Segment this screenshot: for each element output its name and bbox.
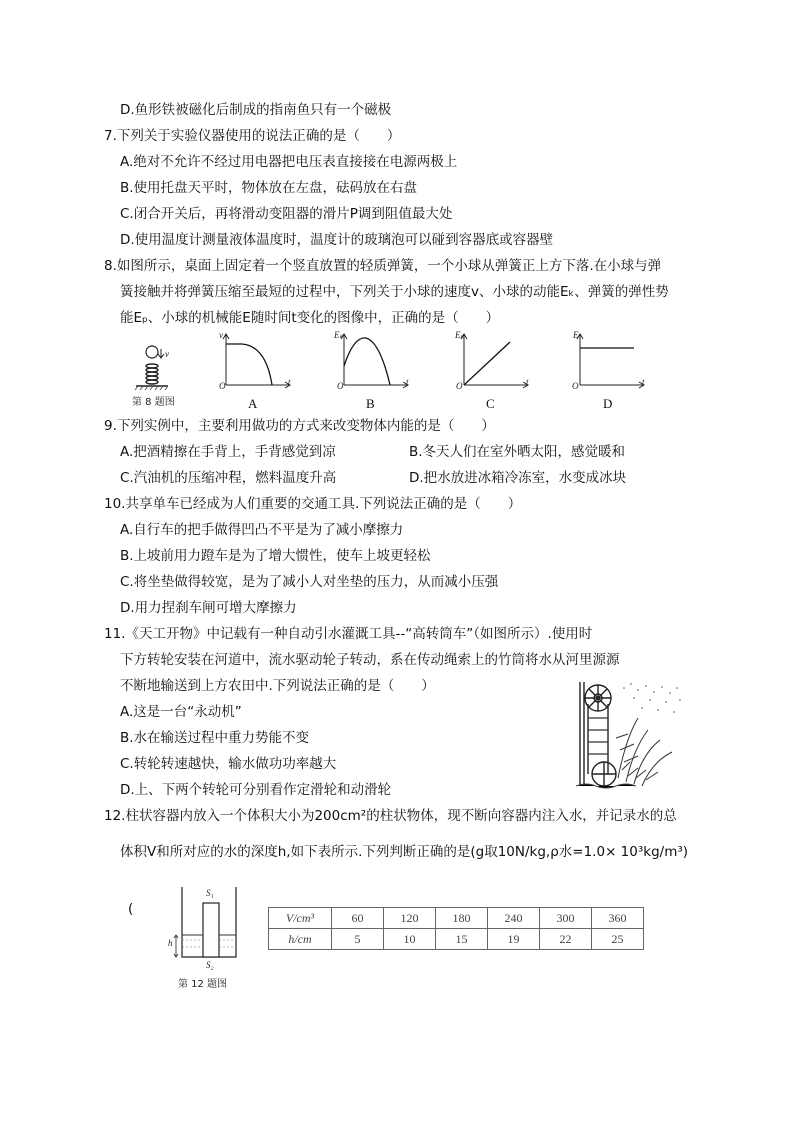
- q11-stem-line3: 不断地输送到上方农田中.下列说法正确的是（ ）: [120, 678, 435, 694]
- h-header: h/cm: [269, 929, 332, 950]
- graph-c-label: C: [486, 396, 495, 411]
- graph-d-x-axis-label: t: [642, 377, 645, 387]
- s1-label: S₁: [206, 888, 214, 898]
- graph-a-x-axis-label: t: [288, 377, 291, 387]
- graph-d-origin-label: O: [572, 381, 579, 391]
- v-cell: 240: [488, 908, 540, 929]
- q7-option-c: C.闭合开关后，再将滑动变阻器的滑片P调到阻值最大处: [120, 206, 453, 222]
- water-wheel-illustration: [576, 678, 686, 790]
- q6-option-d: D.鱼形铁被磁化后制成的指南鱼只有一个磁极: [120, 102, 392, 118]
- q11-option-a: A.这是一台“永动机”: [120, 704, 242, 720]
- h-cell: 10: [384, 929, 436, 950]
- h-cell: 5: [332, 929, 384, 950]
- q12-stem-line2: 体积V和所对应的水的深度h,如下表所示.下列判断正确的是(g取10N/kg,ρ水=1.0× 10³kg/m³): [120, 844, 689, 860]
- q10-option-b: B.上坡前用力蹬车是为了增大惯性，使车上坡更轻松: [120, 548, 431, 564]
- q12-stem-line1: 12.柱状容器内放入一个体积大小为200cm²的柱状物体，现不断向容器内注入水，并记录水的总: [104, 808, 677, 824]
- graph-d-label: D: [603, 396, 613, 411]
- q9-option-b: B.冬天人们在室外晒太阳，感觉暖和: [409, 444, 626, 460]
- h-cell: 15: [436, 929, 488, 950]
- table-row-depth: [269, 929, 644, 950]
- graph-a-origin-label: O: [219, 381, 226, 391]
- q9-option-d: D.把水放进冰箱冷冻室，水变成冰块: [409, 470, 627, 486]
- graph-c-y-axis-label: Eₚ: [455, 330, 465, 340]
- q8-stem-line2: 簧接触并将弹簧压缩至最短的过程中，下列关于小球的速度v、小球的动能Eₖ、弹簧的弹性势: [120, 284, 669, 300]
- q10-stem: 10.共享单车已经成为人们重要的交通工具.下列说法正确的是（ ）: [104, 496, 522, 512]
- h-cell: 19: [488, 929, 540, 950]
- q10-option-d: D.用力捏刹车闸可增大摩擦力: [120, 600, 297, 616]
- q10-option-c: C.将坐垫做得较宽，是为了减小人对坐垫的压力，从而减小压强: [120, 574, 499, 590]
- graph-a-label: A: [248, 396, 258, 411]
- v-cell: 300: [540, 908, 592, 929]
- v-cell: 120: [384, 908, 436, 929]
- volume-depth-table: [268, 907, 644, 950]
- v-cell: 360: [592, 908, 644, 929]
- q9-stem: 9.下列实例中，主要利用做功的方式来改变物体内能的是（ ）: [104, 418, 495, 434]
- q7-stem: 7.下列关于实验仪器使用的说法正确的是（ ）: [104, 128, 401, 144]
- q8-figure-caption: 第 8 题图: [132, 397, 175, 408]
- graph-b-y-axis-label: Eₖ: [334, 330, 344, 340]
- h-cell: 25: [592, 929, 644, 950]
- graph-b-label: B: [366, 396, 375, 411]
- v-cell: 180: [436, 908, 488, 929]
- q7-option-d: D.使用温度计测量液体温度时，温度计的玻璃泡可以碰到容器底或容器壁: [120, 232, 554, 248]
- graph-c-origin-label: O: [456, 381, 463, 391]
- v-cell: 60: [332, 908, 384, 929]
- h-cell: 22: [540, 929, 592, 950]
- q9-option-a: A.把酒精擦在手背上，手背感觉到凉: [120, 444, 336, 460]
- graph-b-x-axis-label: t: [406, 377, 409, 387]
- ball-velocity-label: v: [165, 349, 169, 359]
- q8-stem-line1: 8.如图所示，桌面上固定着一个竖直放置的轻质弹簧，一个小球从弹簧正上方下落.在小球与弹: [104, 258, 662, 274]
- graph-a-velocity: [214, 330, 294, 390]
- q12-figure-caption: 第 12 题图: [178, 979, 228, 990]
- container-diagram: [170, 885, 240, 965]
- h-depth-label: h: [168, 938, 173, 948]
- graph-d-y-axis-label: E: [573, 330, 579, 340]
- q11-option-b: B.水在输送过程中重力势能不变: [120, 730, 310, 746]
- q7-option-a: A.绝对不允许不经过用电器把电压表直接接在电源两极上: [120, 154, 458, 170]
- v-header: V/cm³: [269, 908, 332, 929]
- q7-option-b: B.使用托盘天平时，物体放在左盘，砝码放在右盘: [120, 180, 418, 196]
- q10-option-a: A.自行车的把手做得凹凸不平是为了减小摩擦力: [120, 522, 404, 538]
- q11-stem-line1: 11.《天工开物》中记载有一种自动引水灌溉工具--“高转筒车”（如图所示）.使用时: [104, 626, 593, 642]
- graph-b-kinetic-energy: [332, 330, 412, 390]
- q12-open-paren: (: [128, 901, 134, 917]
- q11-option-c: C.转轮转速越快，输水做功功率越大: [120, 756, 337, 772]
- ball-spring-diagram: [128, 340, 188, 398]
- s2-label: S₂: [206, 960, 214, 970]
- graph-c-x-axis-label: t: [526, 377, 529, 387]
- graph-b-origin-label: O: [337, 381, 344, 391]
- q9-option-c: C.汽油机的压缩冲程，燃料温度升高: [120, 470, 337, 486]
- graph-d-mechanical-energy: [568, 330, 648, 390]
- q8-stem-line3: 能Eₚ、小球的机械能E随时间t变化的图像中，正确的是（ ）: [120, 310, 500, 326]
- graph-a-y-axis-label: v: [219, 330, 223, 340]
- q11-option-d: D.上、下两个转轮可分别看作定滑轮和动滑轮: [120, 782, 392, 798]
- table-row-volume: [269, 908, 644, 929]
- q11-stem-line2: 下方转轮安装在河道中，流水驱动轮子转动，系在传动绳索上的竹筒将水从河里源源: [120, 652, 620, 668]
